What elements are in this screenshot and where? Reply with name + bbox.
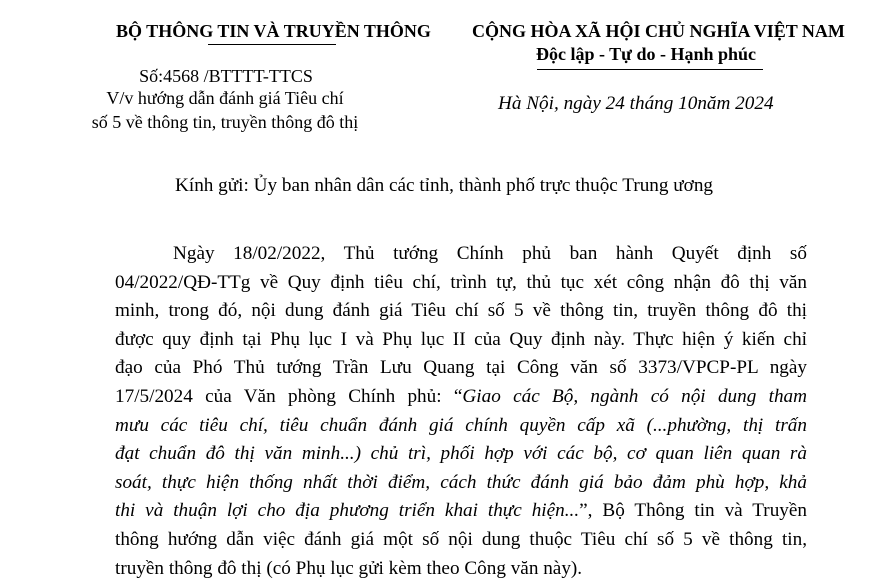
quote-text: Giao các Bộ, ngành có nội dung tham <box>462 385 807 407</box>
body-line: thông hướng dẫn việc đánh giá một số nội dung thuộc Tiêu chí số 5 về thông tin, <box>115 528 807 550</box>
subject-line-2: số 5 về thông tin, truyền thông đô thị <box>91 112 359 132</box>
body-line: đạo của Phó Thủ tướng Trần Lưu Quang tại Công văn số 3373/VPCP-PL ngày <box>115 357 807 379</box>
agency-name: BỘ THÔNG TIN VÀ TRUYỀN THÔNG <box>116 21 431 41</box>
body-line <box>115 497 807 526</box>
national-motto: Độc lập - Tự do - Hạnh phúc <box>535 44 757 64</box>
subject-line-1: V/v hướng dẫn đánh giá Tiêu chí <box>106 88 344 108</box>
body-line: truyền thông đô thị (có Phụ lục gửi kèm theo Công văn này). <box>115 557 583 579</box>
motto-underline <box>537 69 763 70</box>
quote-line: đạt chuẩn đô thị văn minh...) chủ trì, phối hợp với các bộ, cơ quan liên quan rà <box>115 443 807 465</box>
document-number: Số:4568 /BTTTT-TTCS <box>139 66 313 86</box>
body-line-prefix: 17/5/2024 của Văn phòng Chính phủ: “ <box>115 385 463 407</box>
body-line: minh, trong đó, nội dung đánh giá Tiêu chí số 5 về thông tin, truyền thông đô thị <box>115 300 807 322</box>
body-line-suffix: ”, Bộ Thông tin và Truyền <box>579 500 807 522</box>
quote-line: soát, thực hiện thống nhất thời điểm, cách thức đánh giá bảo đảm phù hợp, khả <box>115 471 807 493</box>
place-date: Hà Nội, ngày 24 tháng 10năm 2024 <box>498 93 774 114</box>
body-line <box>115 383 807 412</box>
body-paragraph <box>115 240 807 583</box>
agency-underline <box>208 44 336 45</box>
body-line: được quy định tại Phụ lục I và Phụ lục II của Quy định này. Thực hiện ý kiến chỉ <box>115 328 807 350</box>
quote-text: thi và thuận lợi cho địa phương triển khai thực hiện... <box>115 500 580 522</box>
country-name: CỘNG HÒA XÃ HỘI CHỦ NGHĨA VIỆT NAM <box>472 21 845 41</box>
body-line: 04/2022/QĐ-TTg về Quy định tiêu chí, trình tự, thủ tục xét công nhận đô thị văn <box>115 271 807 293</box>
recipient-line: Kính gửi: Ủy ban nhân dân các tỉnh, thành phố trực thuộc Trung ương <box>175 175 714 196</box>
body-line: Ngày 18/02/2022, Thủ tướng Chính phủ ban hành Quyết định số <box>173 243 807 264</box>
quote-line: mưu các tiêu chí, tiêu chuẩn đánh giá chính quyền cấp xã (...phường, thị trấn <box>115 414 807 436</box>
